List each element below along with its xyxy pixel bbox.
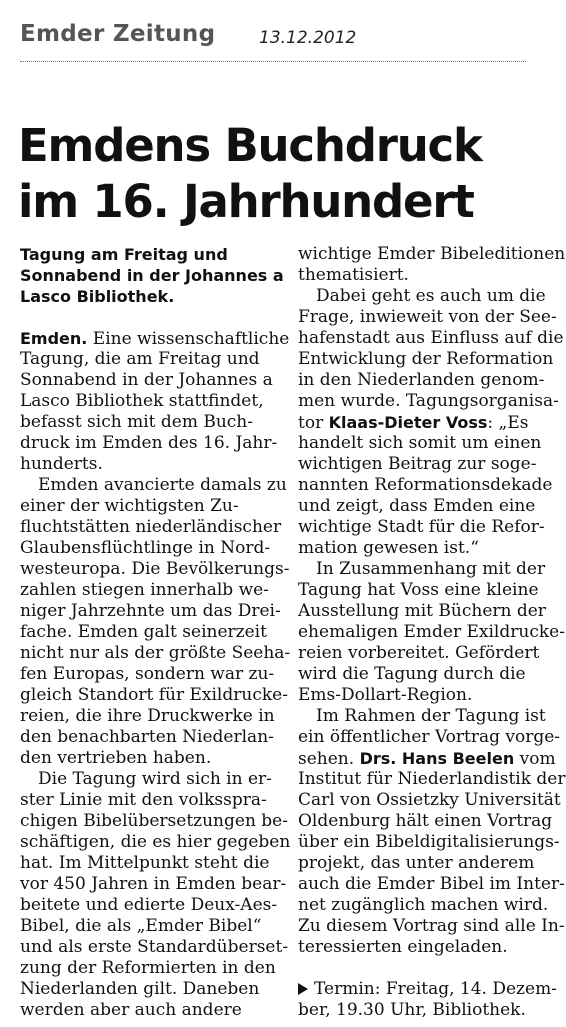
text-line: Frage, inwieweit von der See- bbox=[298, 307, 557, 327]
text-line: über ein Bibeldigitalisierungs- bbox=[298, 832, 560, 852]
text-fragment: : „Es bbox=[487, 413, 529, 433]
text-line: ein öffentlicher Vortrag vorge- bbox=[298, 727, 561, 747]
text-line: thematisiert. bbox=[298, 265, 409, 285]
body-paragraph-3 bbox=[20, 769, 291, 1021]
text-line: vor 450 Jahren in Emden bear- bbox=[20, 874, 287, 894]
lead-paragraph bbox=[20, 244, 284, 307]
text-line: Oldenburg hält einen Vortrag bbox=[298, 811, 553, 831]
text-line: Dabei geht es auch um die bbox=[316, 286, 546, 306]
headline-line-2: im 16. Jahrhundert bbox=[18, 175, 474, 228]
person-name: Klaas-Dieter Voss bbox=[328, 413, 488, 432]
body-paragraph-1 bbox=[20, 328, 290, 475]
text-line: ehemaligen Emder Exildrucke- bbox=[298, 622, 565, 642]
text-line: Bibel, die als „Emder Bibel“ bbox=[20, 916, 262, 936]
text-line: fache. Emden galt seinerzeit bbox=[20, 622, 267, 642]
text-line: projekt, das unter anderem bbox=[298, 853, 535, 873]
article-column-right bbox=[298, 244, 566, 1021]
newspaper-name: Emder Zeitung bbox=[20, 21, 216, 47]
text-line: wichtige Stadt für die Refor- bbox=[298, 517, 545, 537]
masthead-divider bbox=[20, 61, 526, 62]
text-line: In Zusammenhang mit der bbox=[316, 559, 546, 579]
body-paragraph-3-continued bbox=[298, 244, 566, 286]
text-line: zung der Reformierten in den bbox=[20, 958, 276, 978]
text-line: zahlen stiegen innerhalb we- bbox=[20, 580, 269, 600]
text-line: ster Linie mit den volksspra- bbox=[20, 790, 267, 810]
text-line: teressierten eingeladen. bbox=[298, 937, 508, 957]
text-line: Die Tagung wird sich in er- bbox=[38, 769, 272, 789]
text-line: westeuropa. Die Bevölkerungs- bbox=[20, 559, 290, 579]
lead-line: Sonnabend in der Johannes a bbox=[20, 266, 284, 285]
body-paragraph-2 bbox=[20, 475, 291, 769]
text-line: Im Rahmen der Tagung ist bbox=[316, 706, 546, 726]
text-line: druck im Emden des 16. Jahr- bbox=[20, 433, 278, 453]
triangle-arrow-icon bbox=[298, 983, 308, 995]
text-line: hunderts. bbox=[20, 454, 103, 474]
text-line: Tagung, die am Freitag und bbox=[20, 349, 260, 369]
text-line: handelt sich somit um einen bbox=[298, 433, 542, 453]
text-line: den vertrieben haben. bbox=[20, 748, 212, 768]
text-line: und zeigt, dass Emden eine bbox=[298, 496, 536, 516]
text-line: niger Jahrzehnte um das Drei- bbox=[20, 601, 281, 621]
text-line: men wurde. Tagungsorganisa- bbox=[298, 391, 559, 411]
text-line: fen Europas, sondern war zu- bbox=[20, 664, 275, 684]
headline-line-1: Emdens Buchdruck bbox=[18, 119, 482, 172]
text-fragment: sehen. bbox=[298, 749, 360, 769]
masthead bbox=[20, 16, 526, 64]
text-line: Entwicklung der Reformation bbox=[298, 349, 554, 369]
text-fragment: tor bbox=[298, 413, 329, 433]
text-line: wichtige Emder Bibeleditionen bbox=[298, 244, 566, 264]
text-line: in den Niederlanden genom- bbox=[298, 370, 545, 390]
body-paragraph-4 bbox=[298, 286, 564, 559]
text-line: hat. Im Mittelpunkt steht die bbox=[20, 853, 270, 873]
text-fragment: vom bbox=[514, 749, 556, 769]
paragraph-gap bbox=[20, 307, 278, 328]
text-line: fluchtstätten niederländischer bbox=[20, 517, 282, 537]
text-line: hafenstadt aus Einfluss auf die bbox=[298, 328, 564, 348]
paragraph-gap bbox=[298, 958, 540, 979]
text-line: net zugänglich machen wird. bbox=[298, 895, 549, 915]
event-info bbox=[298, 979, 557, 1021]
text-line: Ems-Dollart-Region. bbox=[298, 685, 473, 705]
issue-date: 13.12.2012 bbox=[259, 28, 357, 48]
text-line: Zu diesem Vortrag sind alle In- bbox=[298, 916, 565, 936]
person-name: Drs. Hans Beelen bbox=[359, 749, 515, 768]
text-line: auch die Emder Bibel im Inter- bbox=[298, 874, 565, 894]
text-line: Eine wissenschaftliche bbox=[87, 329, 290, 349]
text-line: reien vorbereitet. Gefördert bbox=[298, 643, 540, 663]
text-fragment: Termin: Freitag, 14. Dezem- bbox=[314, 979, 557, 999]
lead-line: Tagung am Freitag und bbox=[20, 245, 228, 264]
text-line: Institut für Niederlandistik der bbox=[298, 769, 566, 789]
text-line: schäftigen, die es hier gegeben bbox=[20, 832, 291, 852]
text-line: wichtigen Beitrag zur soge- bbox=[298, 454, 537, 474]
text-line: einer der wichtigsten Zu- bbox=[20, 496, 239, 516]
text-line: werden aber auch andere bbox=[20, 1000, 242, 1020]
text-line: beitete und edierte Deux-Aes- bbox=[20, 895, 278, 915]
article-column-left bbox=[20, 244, 291, 1021]
text-line: Ausstellung mit Büchern der bbox=[298, 601, 546, 621]
text-line: reien, die ihre Druckwerke in bbox=[20, 706, 275, 726]
lead-line: Lasco Bibliothek. bbox=[20, 287, 175, 306]
body-paragraph-5 bbox=[298, 559, 565, 706]
text-line: Emden avancierte damals zu bbox=[38, 475, 287, 495]
text-line: ber, 19.30 Uhr, Bibliothek. bbox=[298, 1000, 526, 1020]
text-line: Lasco Bibliothek stattfindet, bbox=[20, 391, 264, 411]
text-line: nannten Reformationsdekade bbox=[298, 475, 553, 495]
text-line: mation gewesen ist.“ bbox=[298, 538, 479, 558]
text-line: Niederlanden gilt. Daneben bbox=[20, 979, 260, 999]
text-line: wird die Tagung durch die bbox=[298, 664, 526, 684]
text-line: Glaubensflüchtlinge in Nord- bbox=[20, 538, 271, 558]
text-line: den benachbarten Niederlan- bbox=[20, 727, 274, 747]
text-line: chigen Bibelübersetzungen be- bbox=[20, 811, 288, 831]
text-line: befasst sich mit dem Buch- bbox=[20, 412, 254, 432]
text-line: Carl von Ossietzky Universität bbox=[298, 790, 561, 810]
text-line: gleich Standort für Exildrucke- bbox=[20, 685, 288, 705]
text-line: nicht nur als der größte Seeha- bbox=[20, 643, 291, 663]
text-line: und als erste Standardüberset- bbox=[20, 937, 289, 957]
article-headline bbox=[18, 118, 528, 230]
text-line: Tagung hat Voss eine kleine bbox=[298, 580, 539, 600]
body-paragraph-6 bbox=[298, 706, 566, 958]
dateline: Emden. bbox=[20, 329, 88, 348]
text-line: Sonnabend in der Johannes a bbox=[20, 370, 273, 390]
